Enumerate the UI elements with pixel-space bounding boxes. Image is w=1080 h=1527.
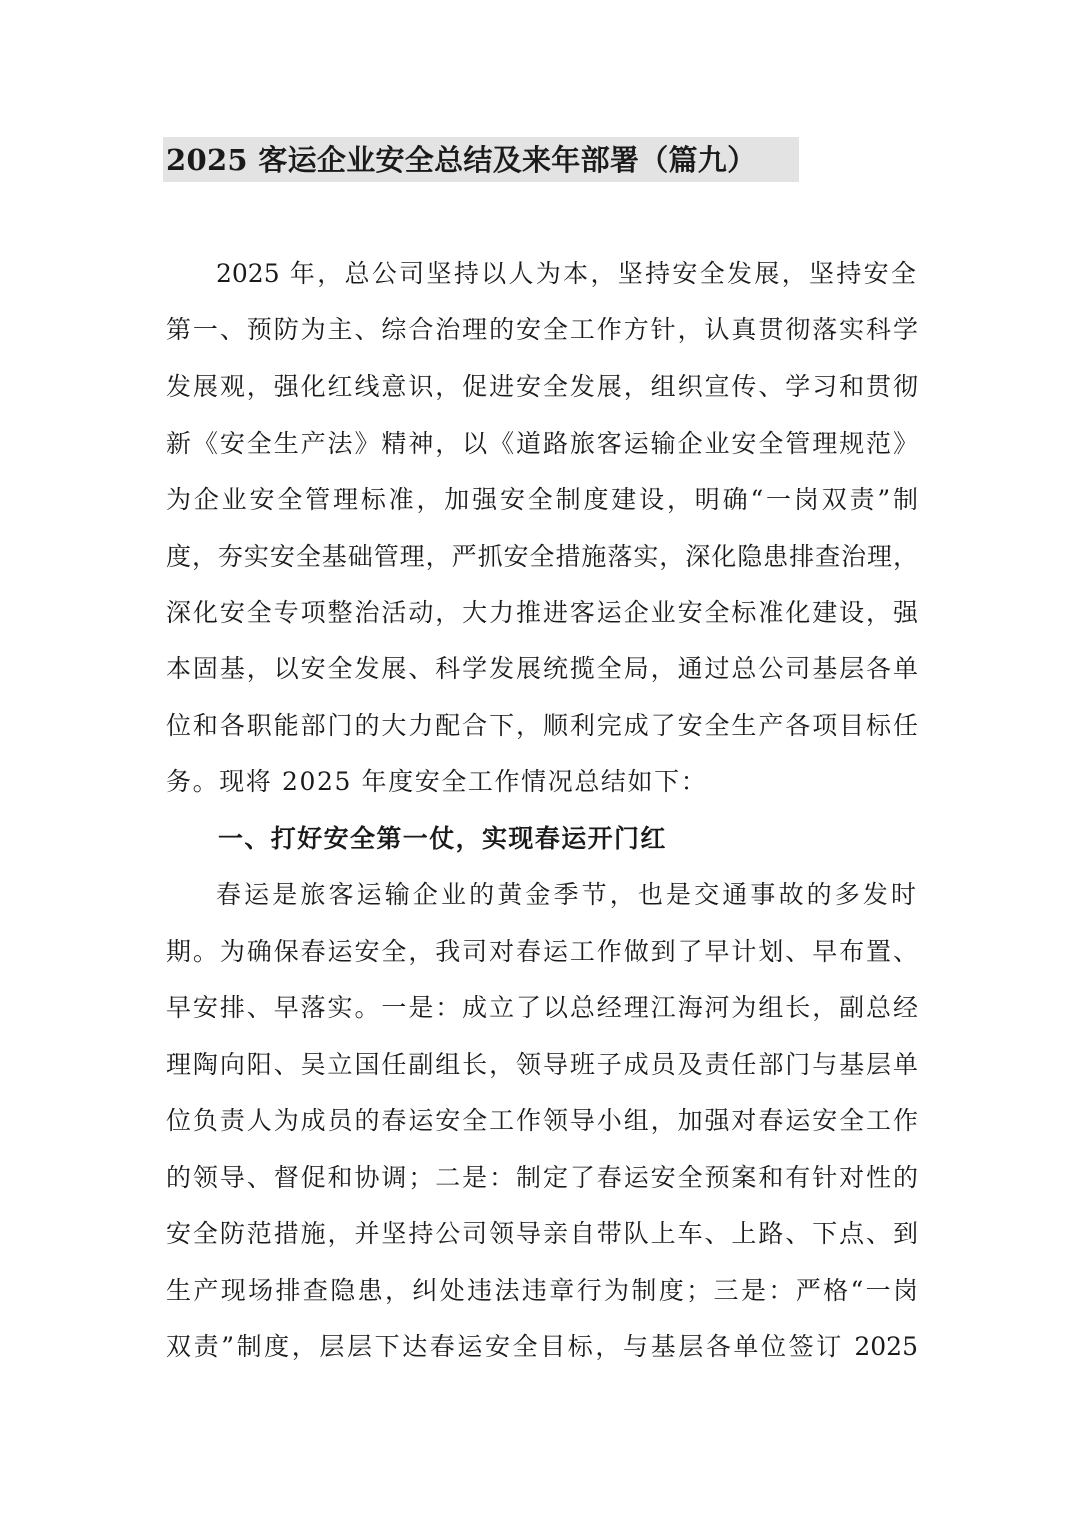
body-line: 位和各职能部门的大力配合下，顺利完成了安全生产各项目标任 (166, 711, 918, 740)
body-line: 新《安全生产法》精神，以《道路旅客运输企业安全管理规范》 (166, 429, 918, 458)
document-title: 2025 客运企业安全总结及来年部署（篇九） (166, 143, 757, 177)
body-line: 本固基，以安全发展、科学发展统揽全局，通过总公司基层各单 (166, 654, 918, 683)
body-line: 理陶向阳、吴立国任副组长，领导班子成员及责任部门与基层单 (166, 1050, 918, 1079)
body-line: 深化安全专项整治活动，大力推进客运企业安全标准化建设，强 (166, 598, 918, 627)
body-line: 的领导、督促和协调；二是：制定了春运安全预案和有针对性的 (166, 1163, 918, 1192)
body-line: 双责”制度，层层下达春运安全目标，与基层各单位签订 2025 (166, 1332, 918, 1361)
body-line: 发展观，强化红线意识，促进安全发展，组织宣传、学习和贯彻 (166, 372, 918, 401)
body-line: 度，夯实安全基础管理，严抓安全措施落实，深化隐患排查治理， (166, 542, 918, 571)
section-heading: 一、打好安全第一仗，实现春运开门红 (218, 824, 667, 853)
body-line: 安全防范措施，并坚持公司领导亲自带队上车、上路、下点、到 (166, 1219, 918, 1248)
body-line: 务。现将 2025 年度安全工作情况总结如下： (166, 767, 708, 796)
body-line: 为企业安全管理标准，加强安全制度建设，明确“一岗双责”制 (166, 485, 918, 514)
body-line: 2025 年，总公司坚持以人为本，坚持安全发展，坚持安全 (216, 259, 916, 288)
body-line: 生产现场排查隐患，纠处违法违章行为制度；三是：严格“一岗 (166, 1276, 918, 1305)
body-line: 春运是旅客运输企业的黄金季节，也是交通事故的多发时 (216, 880, 916, 909)
body-line: 期。为确保春运安全，我司对春运工作做到了早计划、早布置、 (166, 937, 918, 966)
body-line: 位负责人为成员的春运安全工作领导小组，加强对春运安全工作 (166, 1106, 918, 1135)
body-line: 第一、预防为主、综合治理的安全工作方针，认真贯彻落实科学 (166, 315, 918, 344)
body-line: 早安排、早落实。一是：成立了以总经理江海河为组长，副总经 (166, 993, 918, 1022)
